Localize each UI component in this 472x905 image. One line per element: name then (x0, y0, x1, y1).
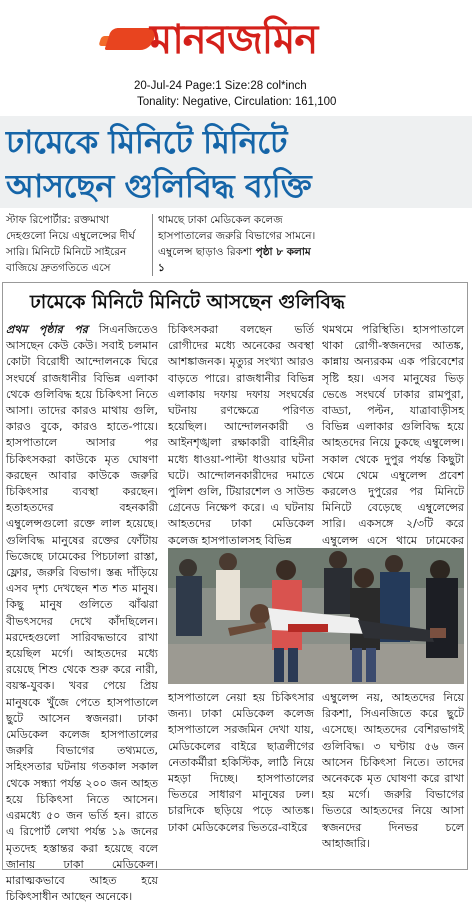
teaser-right (158, 212, 316, 276)
headline-line-2: আসছেন গুলিবিদ্ধ ব্যক্তি (6, 167, 312, 205)
column-1-text: সিএনজিতেও আসছেন কেউ কেউ। সবাই চলমান কোটা বিরোধী আন্দোলনকে ঘিরে সংঘর্ষে রাজধানীর বিভিন্ন এলাকা থেকে গুলিবিদ্ধ হয়ে চিকিৎসা নিতে আসা। তাদের কারও মাথায় গুলি, কারও বুকে, কারও হাতে-পায়ে। হাসপাতালে আসার পর চিকিৎসকরা কাউকে মৃত ঘোষণা করছেন আবার কাউকে জরুরি চিকিৎসার ব্যবস্থা করছেন। হতাহতদের বহনকারী এম্বুলেন্সগুলো রক্তে লাল হয়েছে। গুলিবিদ্ধ মানুষের রক্তের ফোঁটায় ভিজেছে ঢামেকের পিচঢালা রাস্তা, ফ্লোর, জরুরি বিভাগ। স্তব্ধ দাঁড়িয়ে এসব দৃশ্য দেখছেন শত শত মানুষ। কিছু মানুষ গুলিতে ঝাঁঝরা বীভৎসদের দেখে কাঁদছিলেন। মরদেহগুলো সারিবদ্ধভাবে রাখা হয়েছিল মর্গে। আহতদের মধ্যে রয়েছে শিশু থেকে শুরু করে নারী, বয়স্ক-যুবক। খবর পেয়ে প্রিয় মানুষকে খুঁজে পেতে হাসপাতালে ছুটে আসেন স্বজনরা। ঢাকা মেডিকেল কলেজ হাসপাতালের জরুরি বিভাগের তথ্যমতে, সহিংসতার ঘটনায় গতকাল সকাল থেকে সন্ধ্যা পর্যন্ত ২০০ জন আহত হয়ে চিকিৎসা নিতে আসেন। এরমধ্যে ৫০ জন ভর্তি হন। রাতে এ রিপোর্ট লেখা পর্যন্ত ১৯ জনের মৃতদেহ হস্তান্তর করা হয়েছে বলে জানায় ঢাকা মেডিকেল। মারাত্মকভাবে আহত হয়ে চিকিৎসাধীন আছেন অনেকে। (6, 323, 159, 904)
headline-line-1: ঢামেকে মিনিটে মিনিটে (6, 123, 287, 161)
story-column-3 (322, 322, 464, 565)
story-column-2 (168, 322, 314, 549)
story-title: ঢামেকে মিনিটে মিনিটে আসছেন গুলিবিদ্ধ (30, 291, 345, 313)
teaser-left: স্টাফ রিপোর্টার: রক্তমাখা দেহগুলো নিয়ে এম্বুলেন্সের দীর্ঘ সারি। মিনিটে মিনিটে সাইরেন বাজিয়ে দ্রুতগতিতে এসে (6, 214, 135, 274)
story-column-4 (168, 690, 314, 836)
teaser-right-text: থামছে ঢাকা মেডিকেল কলেজ হাসপাতালের জরুরি বিভাগের সামনে। এম্বুলেন্স ছাড়াও রিকশা (158, 214, 316, 258)
column-2-text: চিকিৎসকরা বলছেন ভর্তি রোগীদের মধ্যে অনেকের অবস্থা আশঙ্কাজনক। মৃত্যুর সংখ্যা আরও বাড়তে পারে। রাজধানীর বিভিন্ন এলাকায় দফায় দফায় সংঘর্ষের ঘটনায় রণক্ষেত্রে পরিণত হয়েছিল। আন্দোলনকারী ও আইনশৃঙ্খলা রক্ষাকারী বাহিনীর মধ্যে ধাওয়া-পাল্টা ধাওয়ার ঘটনা ঘটে। আন্দোলনকারীদের দমাতে পুলিশ গুলি, টিয়ারশেল ও সাউন্ড গ্রেনেড নিক্ষেপ করে। এ ঘটনায় আহতদের ঢাকা মেডিকেল কলেজ হাসপাতালসহ বিভিন্ন (168, 323, 314, 547)
column-4-text: হাসপাতালে নেয়া হয় চিকিৎসার জন্য। ঢাকা মেডিকেল কলেজ হাসপাতালে সরজমিন দেখা যায়, মেডিকেলের বাইরে ছাত্রলীগের নেতাকর্মীরা হকিস্টিক, লাঠি নিয়ে মহড়া দিচ্ছে। হাসপাতালের ভিতরে সাধারণ মানুষের ঢল। চারদিকে ছড়িয়ে পড়ে আতঙ্ক। ঢাকা মেডিকেলের ভিতরে-বাইরে (168, 691, 314, 834)
clipping-meta-size: 20-Jul-24 Page:1 Size:28 col*inch (134, 80, 307, 92)
column-5-text: এম্বুলেন্স নয়, আহতদের নিয়ে রিকশা, সিএনজিতে করে ছুটে এসেছে। আহতদের বেশিরভাগই গুলিবিদ্ধ। ৩ ঘণ্টায় ৫৬ জন আসেন চিকিৎসা নিতে। তাদের অনেককে মৃত ঘোষণা করে রাখা হয় মর্গে। জরুরি বিভাগের ভিতরে আহতদের নিয়ে আসা স্বজনদের দিনভর চলে আহাজারি। (322, 691, 464, 850)
masthead (0, 0, 472, 80)
photo-of-people-carrying-injured-man-icon (168, 548, 464, 684)
continued-page-ref: পৃষ্ঠা ৮ কলাম ১ (158, 246, 311, 274)
news-photo (168, 548, 464, 684)
newspaper-name: মানবজমিন (150, 17, 318, 63)
story-column-5 (322, 690, 464, 852)
column-3-text: থমথমে পরিস্থিতি। হাসপাতালে থাকা রোগী-স্বজনদের আতঙ্ক, কান্নায় অন্যরকম এক পরিবেশের সৃষ্টি হয়। এসব মানুষের ভিড় ভেঙে সংঘর্ষে ঢাকার রামপুরা, বাড্ডা, পল্টন, যাত্রাবাড়ীসহ বিভিন্ন এলাকার গুলিবিদ্ধ হয়ে আহতদের নিয়ে ঢুকছে এম্বুলেন্স। সকাল থেকে দুপুর পর্যন্ত কিছুটা থেমে থেমে এম্বুলেন্স প্রবেশ করলেও দুপুরের পর মিনিটে মিনিটে বেড়েছে এম্বুলেন্সের সারি। একসঙ্গে ২/৩টি করে এম্বুলেন্স এসে থামে ঢামেকের (322, 323, 464, 547)
story-column-1 (6, 322, 158, 905)
column-divider (152, 214, 153, 276)
clipping-meta-tonality: Tonality: Negative, Circulation: 161,100 (137, 96, 337, 108)
continued-from-label: প্রথম পৃষ্ঠার পর (6, 323, 88, 336)
